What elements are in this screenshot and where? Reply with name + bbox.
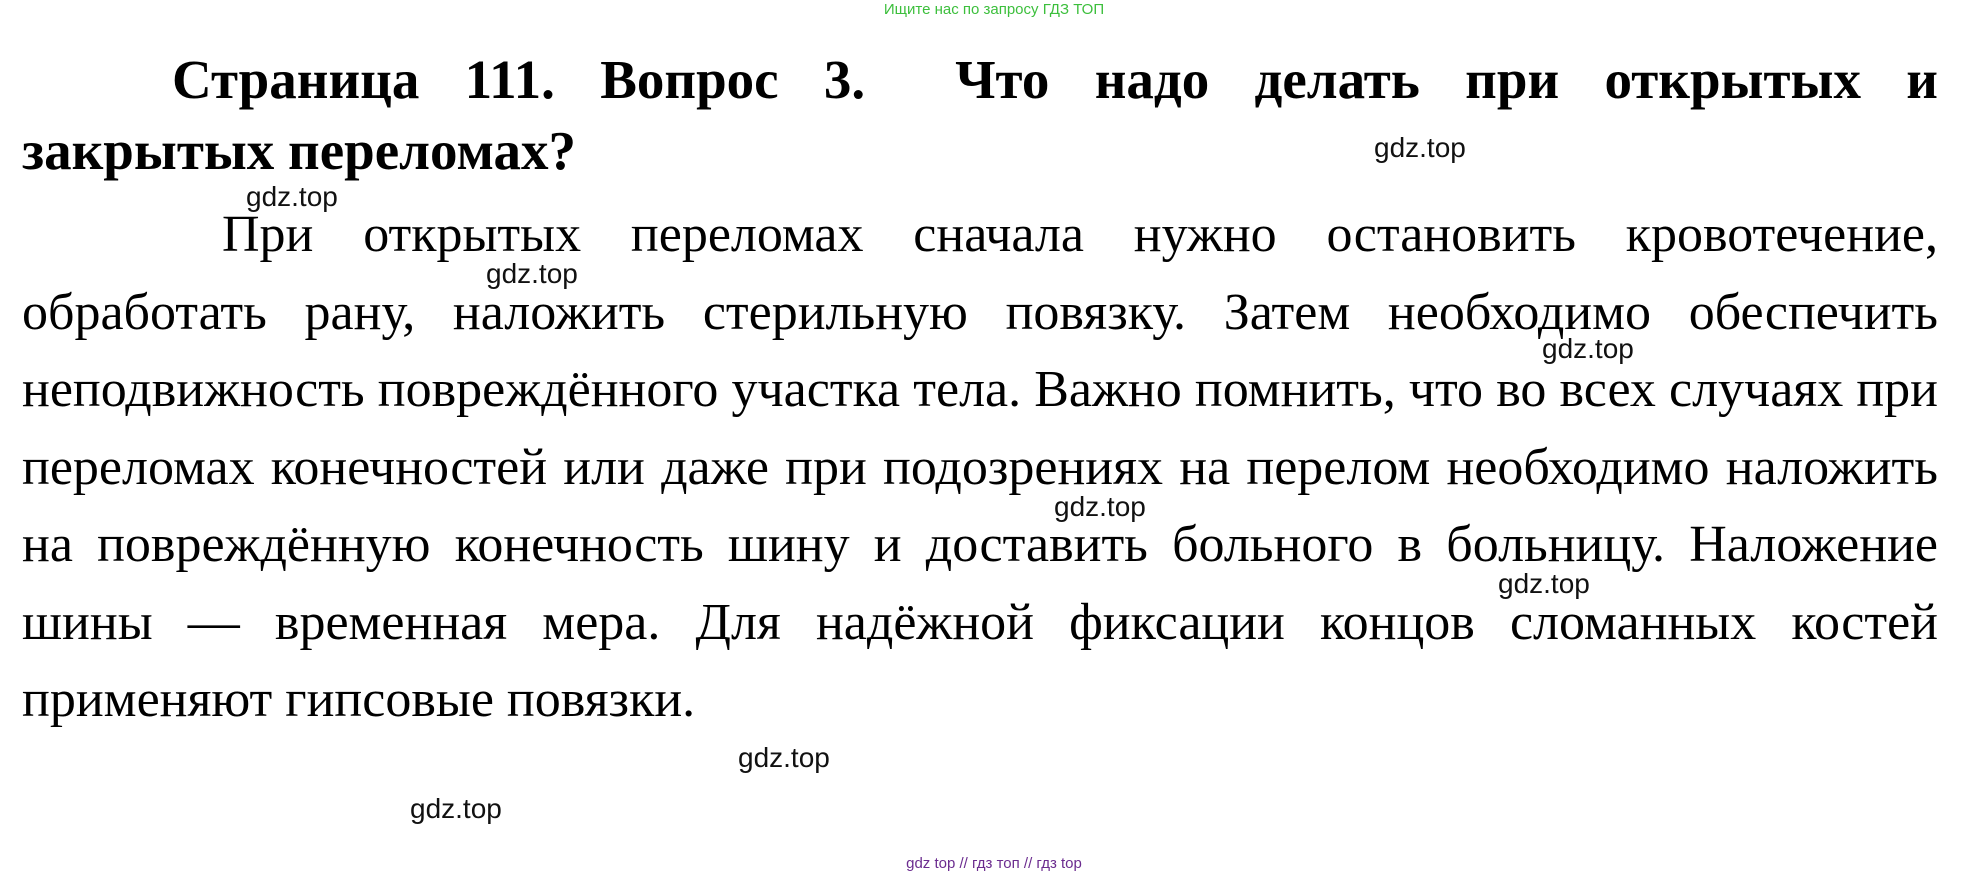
watermark: gdz.top: [246, 181, 338, 212]
watermark: gdz.top: [1054, 491, 1146, 522]
bottom-banner: gdz top // гдз топ // гдз top: [906, 855, 1082, 872]
watermark: gdz.top: [1542, 333, 1634, 364]
question-heading: [22, 44, 1938, 186]
top-banner: Ищите нас по запросу ГДЗ ТОП: [883, 1, 1105, 18]
watermark: gdz.top: [1498, 568, 1590, 599]
question-text: Что надо делать при открытых и закрытых переломах?: [22, 49, 1938, 181]
watermark: gdz.top: [738, 742, 830, 773]
watermark: gdz.top: [1374, 132, 1466, 163]
watermark: gdz.top: [410, 793, 502, 824]
answer-text: [22, 196, 1938, 739]
answer-body: При открытых переломах сначала нужно остановить кровотечение, обработать рану, наложить стерильную повязку. Затем необходимо обеспечить неподвижность повреждённого участка тела. Важно помнить, что во всех случаях при переломах конечностей или даже при подозрениях на перелом необходимо наложить на повреждённую конечность шину и доставить больного в больницу. Наложение шины — временная мера. Для надёжной фиксации концов сломанных костей применяют гипсовые повязки.: [22, 206, 1938, 728]
watermark: gdz.top: [486, 258, 578, 289]
question-label: Страница 111. Вопрос 3.: [172, 49, 866, 110]
